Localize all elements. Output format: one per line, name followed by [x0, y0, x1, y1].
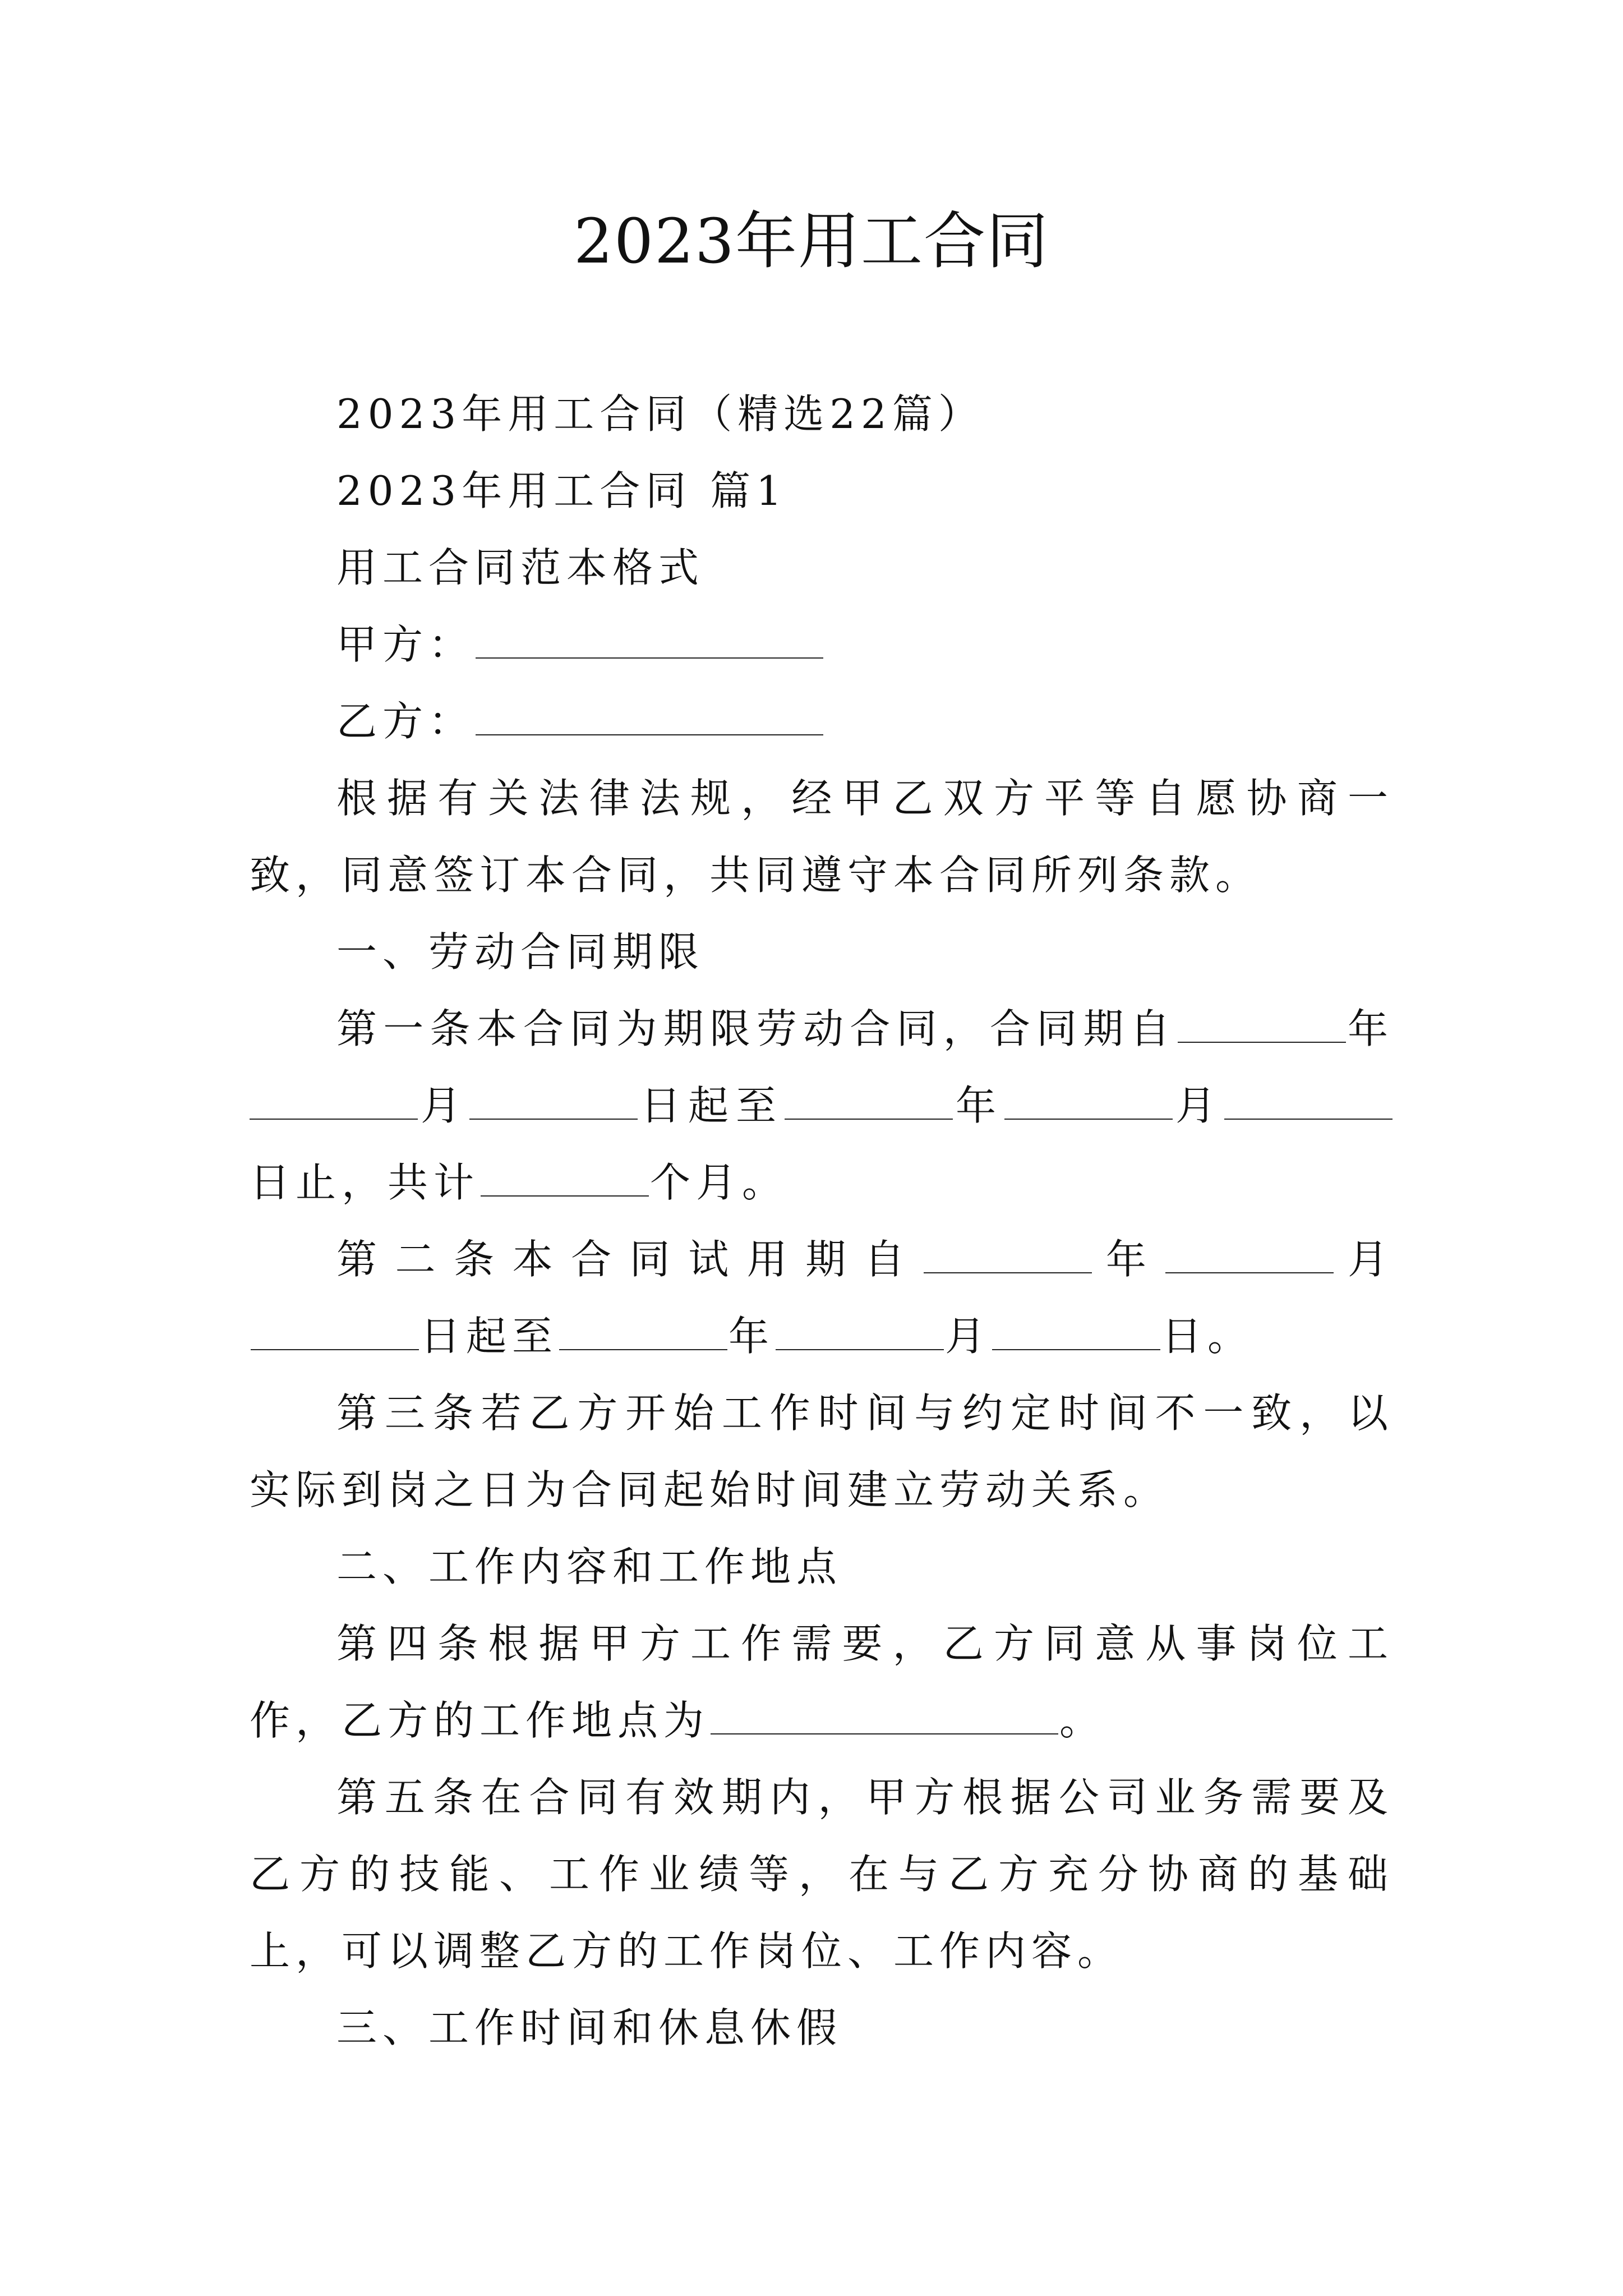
article-2: [250, 1221, 1394, 1375]
section-heading-3: 三、工作时间和休息休假: [336, 2004, 843, 2051]
paragraph-chapter-heading: 2023年用工合同 篇1: [336, 467, 787, 514]
paragraph-subtitle: 2023年用工合同（精选22篇）: [336, 390, 984, 438]
article-2-text-f: 月: [945, 1313, 992, 1360]
blank: [776, 1313, 944, 1350]
party-a-line: [250, 606, 1394, 683]
article-4: [250, 1605, 1394, 1759]
document-title: 2023年用工合同: [574, 205, 1049, 277]
article-1: [250, 991, 1394, 1221]
workplace-blank: [711, 1697, 1058, 1734]
article-1-text-g: 日止，共计: [250, 1159, 480, 1206]
article-2-text-e: 年: [728, 1313, 775, 1360]
blank: [481, 1159, 649, 1197]
document-body: [250, 376, 1394, 2067]
paragraph-template-heading: 用工合同范本格式: [336, 544, 705, 591]
blank: [992, 1313, 1160, 1350]
blank: [251, 1313, 419, 1350]
article-1-text-f: 月: [1173, 1082, 1223, 1129]
article-1-text-d: 日起至: [639, 1082, 783, 1129]
party-a-label: 甲方：: [336, 621, 475, 668]
blank: [559, 1313, 727, 1350]
party-b-line: [250, 683, 1394, 760]
paragraph-preamble: 根据有关法律法规，经甲乙双方平等自愿协商一致，同意签订本合同，共同遵守本合同所列条款。: [250, 775, 1394, 899]
article-1-text-c: 月: [419, 1082, 468, 1129]
article-1-text-e: 年: [953, 1082, 1003, 1129]
section-heading-1: 一、劳动合同期限: [336, 928, 705, 976]
article-5: 第五条在合同有效期内，甲方根据公司业务需要及乙方的技能、工作业绩等，在与乙方充分协商的基础上，可以调整乙方的工作岗位、工作内容。: [250, 1774, 1394, 1975]
blank: [469, 1083, 638, 1120]
section-heading-2: 二、工作内容和工作地点: [336, 1543, 843, 1590]
article-4-text-a: 第四条根据甲方工作需要，乙方同意从事岗位工作，乙方的工作地点为: [250, 1620, 1394, 1744]
article-2-text-d: 日起至: [420, 1313, 559, 1360]
article-1-text-b: 年: [1347, 1005, 1394, 1052]
article-4-text-b: 。: [1059, 1697, 1106, 1744]
blank: [1165, 1236, 1334, 1273]
blank: [924, 1236, 1092, 1273]
blank: [1178, 1006, 1346, 1043]
article-2-text-c: 月: [1335, 1236, 1394, 1283]
article-3: 第三条若乙方开始工作时间与约定时间不一致，以实际到岗之日为合同起始时间建立劳动关系。: [250, 1389, 1394, 1513]
party-b-label: 乙方：: [336, 698, 475, 745]
article-2-text-a: 第二条本合同试用期自: [336, 1236, 923, 1283]
blank: [250, 1083, 418, 1120]
blank: [1224, 1083, 1393, 1120]
article-2-text-g: 日。: [1161, 1313, 1254, 1360]
article-2-text-b: 年: [1093, 1236, 1165, 1283]
article-1-text-a: 第一条本合同为期限劳动合同，合同期自: [336, 1005, 1177, 1052]
party-a-blank: [476, 622, 823, 659]
blank: [1004, 1083, 1173, 1120]
article-1-text-h: 个月。: [650, 1159, 789, 1206]
blank: [785, 1083, 953, 1120]
party-b-blank: [476, 698, 823, 735]
